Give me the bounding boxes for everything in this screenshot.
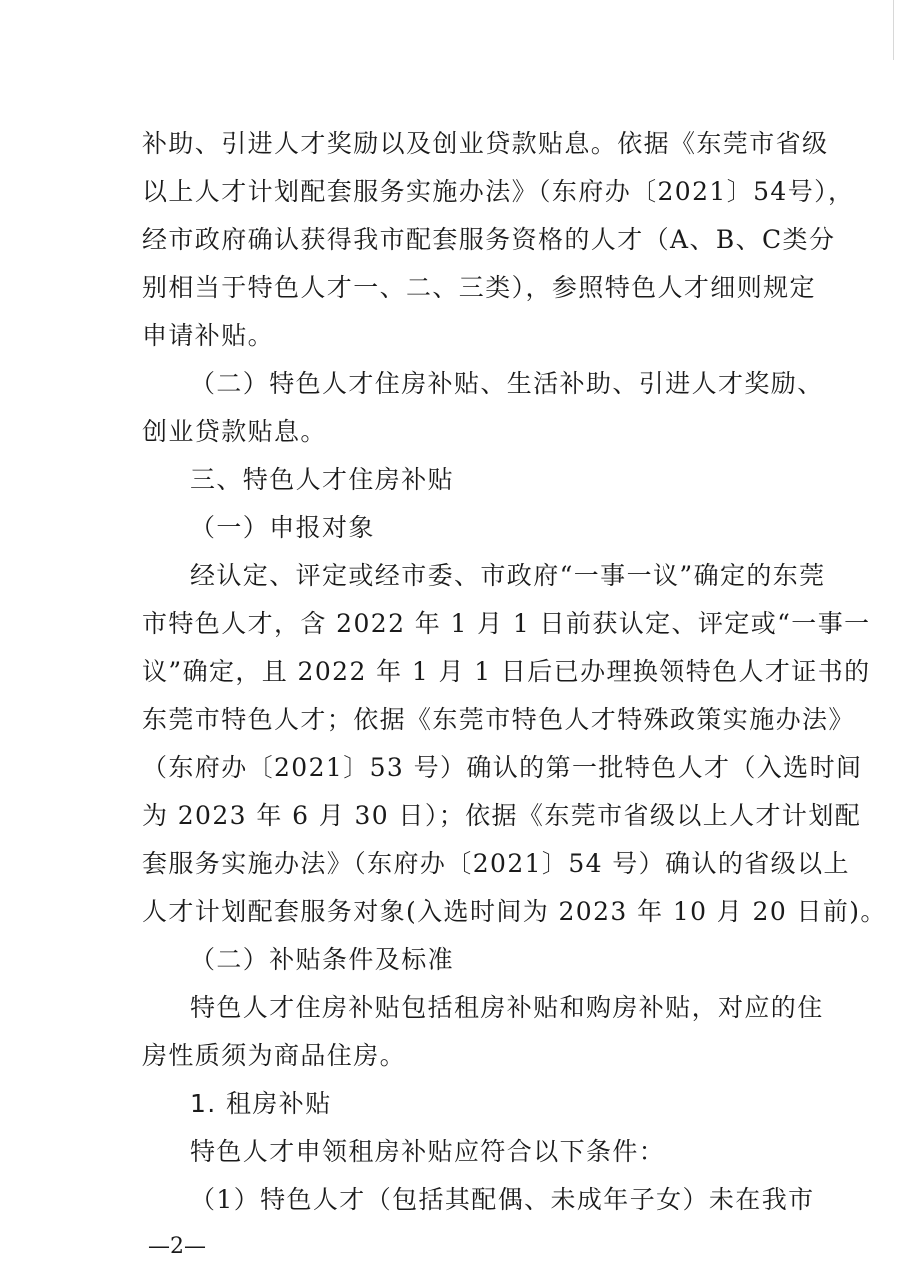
paragraph-line: 创业贷款贴息。 xyxy=(142,417,327,446)
paragraph-line: 别相当于特色人才一、二、三类），参照特色人才细则规定 xyxy=(142,273,816,302)
paragraph-line: 经市政府确认获得我市配套服务资格的人才（A、B、C类分 xyxy=(142,225,836,254)
section-heading: 三、特色人才住房补贴 xyxy=(190,465,455,494)
paragraph-line: （二）特色人才住房补贴、生活补助、引进人才奖励、 xyxy=(190,369,824,398)
paragraph-line: （1）特色人才（包括其配偶、未成年子女）未在我市 xyxy=(190,1185,815,1214)
item-heading: 1. 租房补贴 xyxy=(190,1089,332,1118)
paragraph-line: 特色人才申领租房补贴应符合以下条件： xyxy=(190,1137,666,1166)
paragraph-line: 东莞市特色人才；依据《东莞市特色人才特殊政策实施办法》 xyxy=(142,705,855,734)
paragraph-line: 房性质须为商品住房。 xyxy=(142,1041,407,1070)
paragraph-line: 套服务实施办法》（东府办〔2021〕54 号）确认的省级以上 xyxy=(142,849,850,878)
paragraph-line: 经认定、评定或经市委、市政府“一事一议”确定的东莞 xyxy=(190,561,826,590)
scan-edge-mark xyxy=(893,0,894,60)
paragraph-line: 申请补贴。 xyxy=(142,321,275,350)
paragraph-line: 市特色人才，含 2022 年 1 月 1 日前获认定、评定或“一事一 xyxy=(142,609,871,638)
paragraph-line: 特色人才住房补贴包括租房补贴和购房补贴，对应的住 xyxy=(190,993,824,1022)
paragraph-line: 以上人才计划配套服务实施办法》（东府办〔2021〕54号）， xyxy=(142,177,855,206)
subsection-heading: （二）补贴条件及标准 xyxy=(190,945,455,974)
paragraph-line: （东府办〔2021〕53 号）确认的第一批特色人才（入选时间 xyxy=(142,753,863,782)
page-number: —2— xyxy=(148,1234,206,1259)
subsection-heading: （一）申报对象 xyxy=(190,513,375,542)
paragraph-line: 为 2023 年 6 月 30 日）；依据《东莞市省级以上人才计划配 xyxy=(142,801,862,830)
paragraph-line: 议”确定，且 2022 年 1 月 1 日后已办理换领特色人才证书的 xyxy=(142,657,871,686)
paragraph-line: 人才计划配套服务对象(入选时间为 2023 年 10 月 20 日前)。 xyxy=(142,897,887,926)
paragraph-line: 补助、引进人才奖励以及创业贷款贴息。依据《东莞市省级 xyxy=(142,129,829,158)
